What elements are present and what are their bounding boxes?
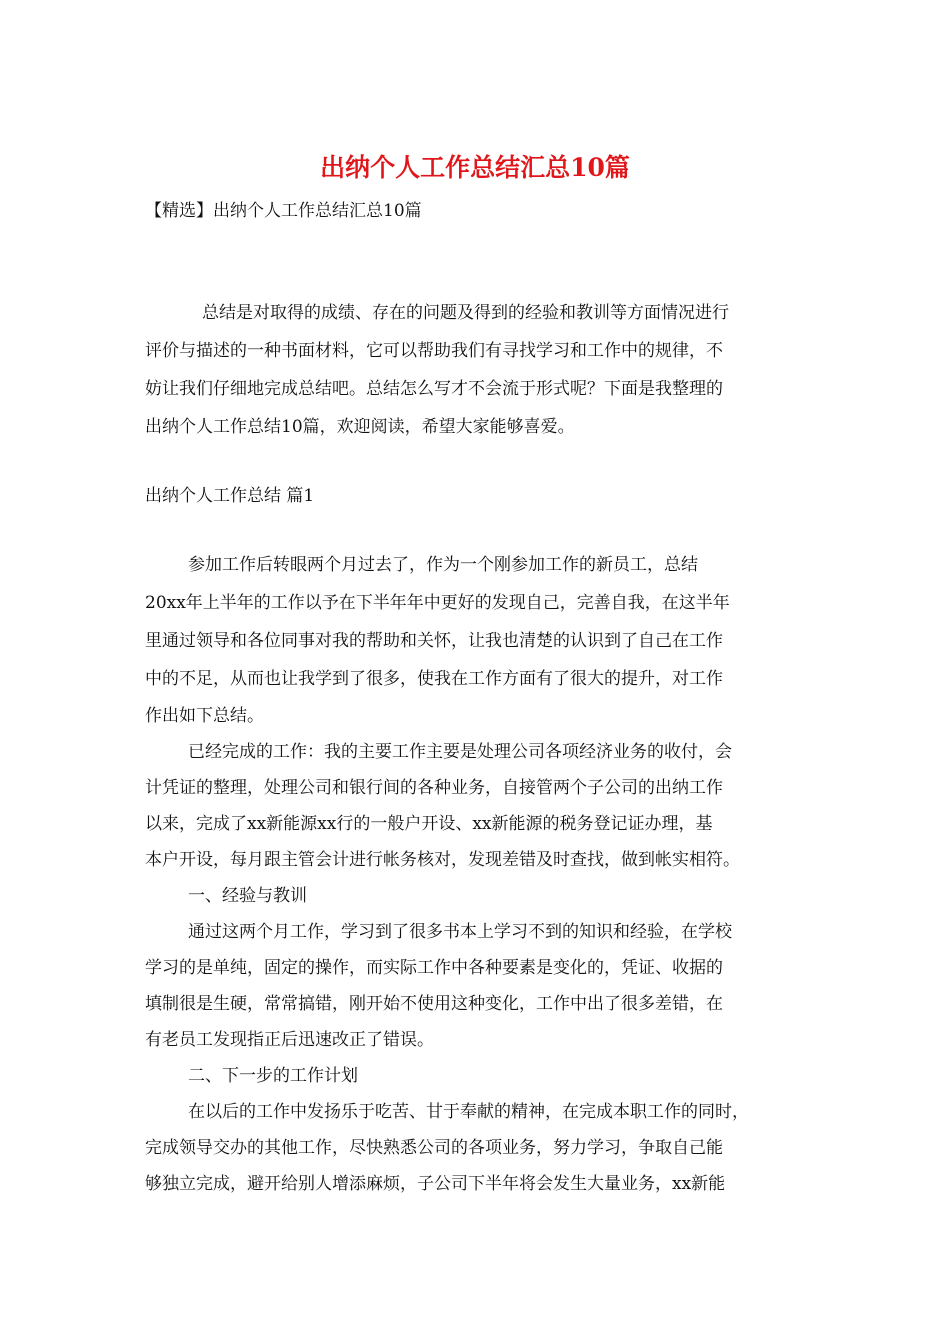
body-line: 参加工作后转眼两个月过去了，作为一个刚参加工作的新员工，总结 <box>188 555 698 575</box>
body-line: 填制很是生硬，常常搞错，刚开始不使用这种变化，工作中出了很多差错，在 <box>145 994 723 1014</box>
body-line: 本户开设，每月跟主管会计进行帐务核对，发现差错及时查找，做到帐实相符。 <box>145 850 740 870</box>
document-title: 出纳个人工作总结汇总10篇 <box>320 153 630 182</box>
body-line: 有老员工发现指正后迅速改正了错误。 <box>145 1030 434 1050</box>
body-line: 计凭证的整理，处理公司和银行间的各种业务，自接管两个子公司的出纳工作 <box>145 778 723 798</box>
body-line: 里通过领导和各位同事对我的帮助和关怀，让我也清楚的认识到了自己在工作 <box>145 631 723 651</box>
subheading-experience: 一、经验与教训 <box>188 886 307 906</box>
intro-line: 出纳个人工作总结10篇，欢迎阅读，希望大家能够喜爱。 <box>145 417 575 437</box>
subheading-next-plan: 二、下一步的工作计划 <box>188 1066 358 1086</box>
body-line: 以来，完成了xx新能源xx行的一般户开设、xx新能源的税务登记证办理，基 <box>145 814 713 834</box>
body-line: 完成领导交办的其他工作，尽快熟悉公司的各项业务，努力学习，争取自己能 <box>145 1138 723 1158</box>
intro-line: 总结是对取得的成绩、存在的问题及得到的经验和教训等方面情况进行 <box>202 303 729 323</box>
body-line: 20xx年上半年的工作以予在下半年年中更好的发现自己，完善自我，在这半年 <box>145 593 730 613</box>
body-line: 中的不足，从而也让我学到了很多，使我在工作方面有了很大的提升，对工作 <box>145 669 723 689</box>
body-line: 通过这两个月工作，学习到了很多书本上学习不到的知识和经验，在学校 <box>188 922 732 942</box>
intro-line: 妨让我们仔细地完成总结吧。总结怎么写才不会流于形式呢？下面是我整理的 <box>145 379 723 399</box>
body-line: 学习的是单纯，固定的操作，而实际工作中各种要素是变化的，凭证、收据的 <box>145 958 723 978</box>
section-heading: 出纳个人工作总结 篇1 <box>145 486 315 506</box>
body-line: 在以后的工作中发扬乐于吃苦、甘于奉献的精神，在完成本职工作的同时， <box>188 1102 749 1122</box>
body-line: 作出如下总结。 <box>145 706 264 726</box>
body-line: 已经完成的工作：我的主要工作主要是处理公司各项经济业务的收付，会 <box>188 742 732 762</box>
body-line: 够独立完成，避开给别人增添麻烦，子公司下半年将会发生大量业务，xx新能 <box>145 1174 726 1194</box>
intro-line: 评价与描述的一种书面材料，它可以帮助我们有寻找学习和工作中的规律，不 <box>145 341 723 361</box>
document-subtitle: 【精选】出纳个人工作总结汇总10篇 <box>145 201 422 221</box>
